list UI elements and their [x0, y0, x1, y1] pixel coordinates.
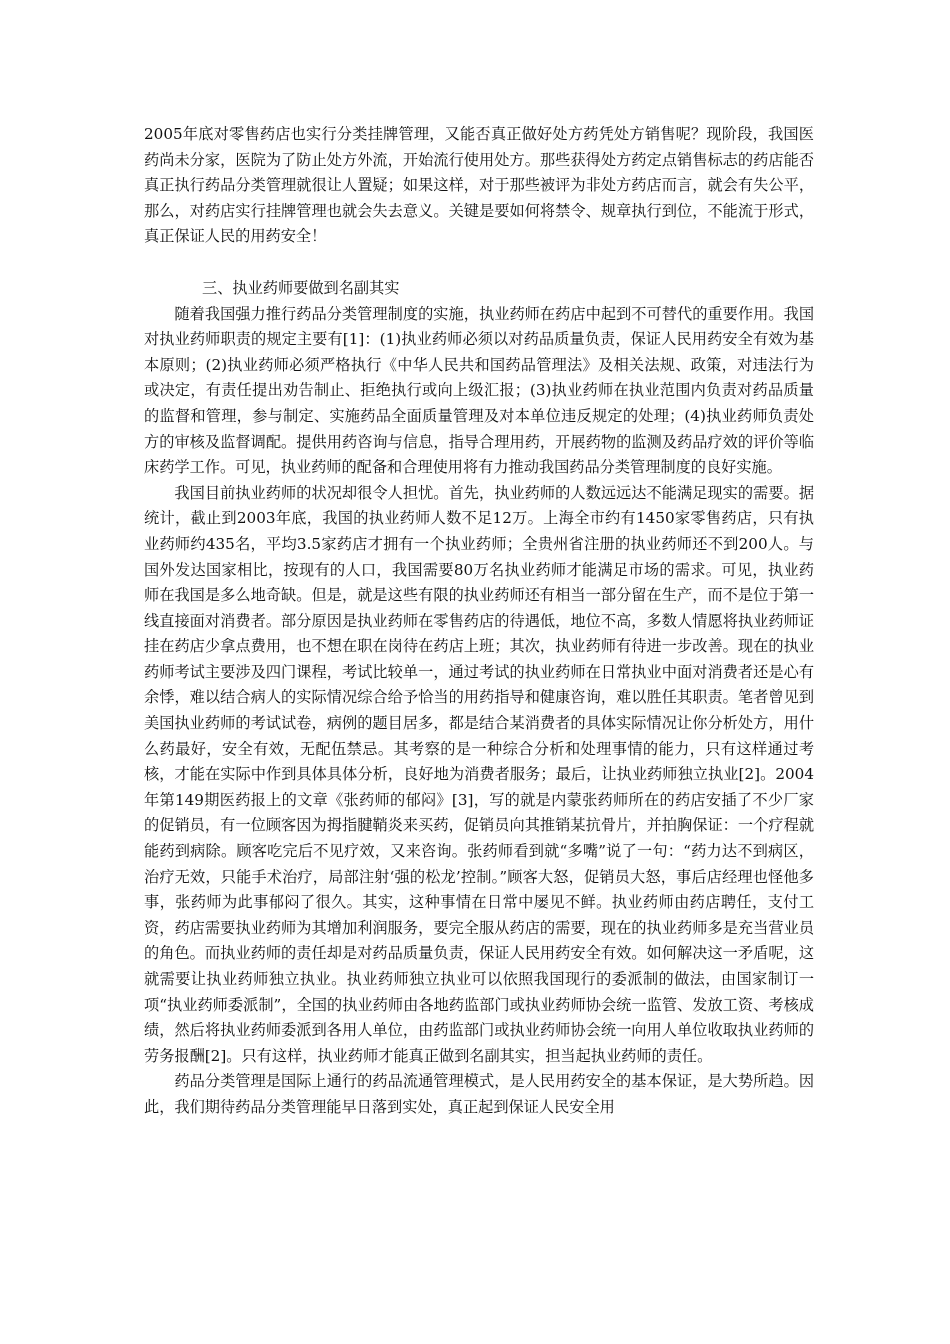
section-heading: 三、执业药师要做到名副其实 — [202, 278, 400, 297]
document-page — [144, 122, 814, 1121]
intro-paragraph: 2005年底对零售药店也实行分类挂牌管理，又能否真正做好处方药凭处方销售呢？现阶段，我国医药尚未分家，医院为了防止处方外流，开始流行使用处方。那些获得处方药定点销售标志的药店能否真正执行药品分类管理就很让人置疑；如果这样，对于那些被评为非处方药店而言，就会有失公平，那么，对药店实行挂牌管理也就会失去意义。关键是要如何将禁令、规章执行到位，不能流于形式，真正保证人民的用药安全！ — [144, 125, 814, 246]
body-paragraph-duties: 随着我国强力推行药品分类管理制度的实施，执业药师在药店中起到不可替代的重要作用。我国对执业药师职责的规定主要有[1]：(1)执业药师必须以对药品质量负责，保证人民用药安全有效为基本原则；(2)执业药师必须严格执行《中华人民共和国药品管理法》及相关法规、政策，对违法行为或决定，有责任提出劝告制止、拒绝执行或向上级汇报；(3)执业药师在执业范围内负责对药品质量的监督和管理，参与制定、实施药品全面质量管理及对本单位违反规定的处理；(4)执业药师负责处方的审核及监督调配。提供用药咨询与信息，指导合理用药，开展药物的监测及药品疗效的评价等临床药学工作。可见，执业药师的配备和合理使用将有力推动我国药品分类管理制度的良好实施。 — [144, 304, 814, 477]
body-paragraph-status: 我国目前执业药师的状况却很令人担忧。首先，执业药师的人数远远达不能满足现实的需要。据统计，截止到2003年底，我国的执业药师人数不足12万。上海全市约有1450家零售药店，只有执业药师约435名，平均3.5家药店才拥有一个执业药师；全贵州省注册的执业药师还不到200人。与国外发达国家相比，按现有的人口，我国需要80万名执业药师才能满足市场的需求。可见，执业药师在我国是多么地奇缺。但是，就是这些有限的执业药师还有相当一部分留在生产，而不是位于第一线直接面对消费者。部分原因是执业药师在零售药店的待遇低，地位不高，多数人情愿将执业药师证挂在药店少拿点费用，也不想在职在岗待在药店上班；其次，执业药师有待进一步改善。现在的执业药师考试主要涉及四门课程，考试比较单一，通过考试的执业药师在日常执业中面对消费者还是心有余悸，难以结合病人的实际情况综合给予恰当的用药指导和健康咨询，难以胜任其职责。笔者曾见到美国执业药师的考试试卷，病例的题目居多，都是结合某消费者的具体实际情况让你分析处方，用什么药最好，安全有效，无配伍禁忌。其考察的是一种综合分析和处理事情的能力，只有这样通过考核，才能在实际中作到具体具体分析，良好地为消费者服务；最后，让执业药师独立执业[2]。2004年第149期医药报上的文章《张药师的郁闷》[3]，写的就是内蒙张药师所在的药店安插了不少厂家的促销员，有一位顾客因为拇指腱鞘炎来买药，促销员向其推销某抗骨片，并拍胸保证：一个疗程就能药到病除。顾客吃完后不见疗效，又来咨询。张药师看到就“多嘴”说了一句：“药力达不到病区，治疗无效，只能手术治疗，局部注射‘强的松龙’控制。”顾客大怒，促销员大怒，事后店经理也怪他多事，张药师为此事郁闷了很久。其实，这种事情在日常中屡见不鲜。执业药师由药店聘任，支付工资，药店需要执业药师为其增加利润服务，要完全服从药店的需要，现在的执业药师多是充当营业员的角色。而执业药师的责任却是对药品质量负责，保证人民用药安全有效。如何解决这一矛盾呢，这就需要让执业药师独立执业。执业药师独立执业可以依照我国现行的委派制的做法，由国家制订一项“执业药师委派制”，全国的执业药师由各地药监部门或执业药师协会统一监管、发放工资、考核成绩，然后将执业药师委派到各用人单位，由药监部门或执业药师协会统一向用人单位收取执业药师的劳务报酬[2]。只有这样，执业药师才能真正做到名副其实，担当起执业药师的责任。 — [144, 483, 814, 1065]
body-paragraph-conclusion: 药品分类管理是国际上通行的药品流通管理模式，是人民用药安全的基本保证，是大势所趋。因此，我们期待药品分类管理能早日落到实处，真正起到保证人民安全用 — [144, 1072, 814, 1116]
